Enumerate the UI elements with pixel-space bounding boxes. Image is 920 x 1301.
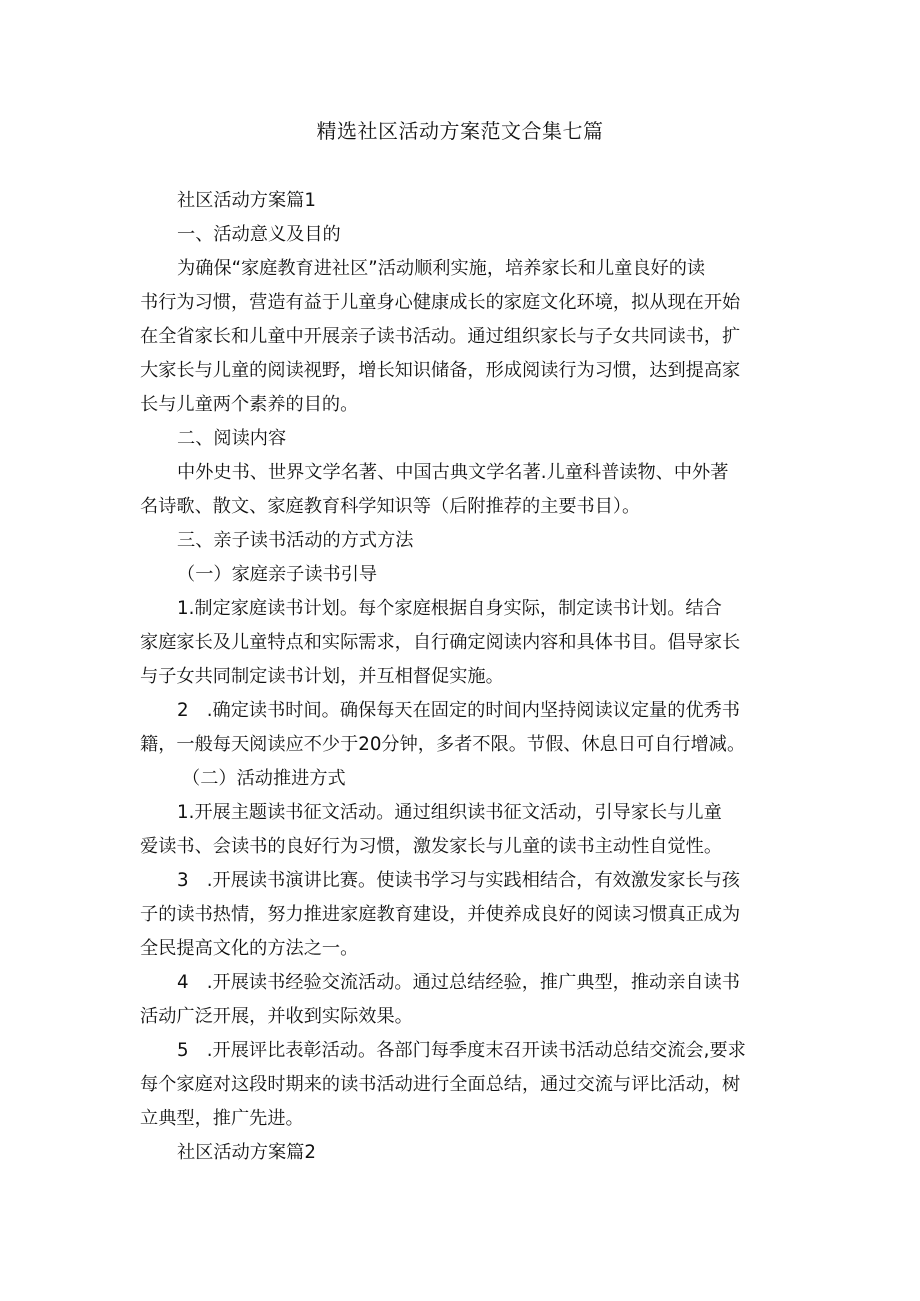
paragraph-line: 5 .开展评比表彰活动。各部门每季度末召开读书活动总结交流会,要求	[177, 1040, 746, 1061]
subsection-heading: 三、亲子读书活动的方式方法	[177, 530, 414, 551]
paragraph-line: 籍，一般每天阅读应不少于20分钟，多者不限。节假、休息日可自行增减。	[140, 734, 746, 755]
document-body	[140, 184, 800, 1170]
subsection-heading: （二）活动推进方式	[182, 768, 346, 789]
paragraph-line: 1.制定家庭读书计划。每个家庭根据自身实际，制定读书计划。结合	[177, 598, 722, 619]
paragraph-line: 名诗歌、散文、家庭教育科学知识等（后附推荐的主要书目）。	[140, 496, 641, 517]
paragraph-line: 3 .开展读书演讲比赛。使读书学习与实践相结合，有效激发家长与孩	[177, 870, 740, 891]
section-heading: 社区活动方案篇2	[177, 1142, 316, 1163]
paragraph-line: 为确保“家庭教育进社区”活动顺利实施，培养家长和儿童良好的读	[177, 258, 706, 279]
paragraph-line: 爱读书、会读书的良好行为习惯，激发家长与儿童的读书主动性自觉性。	[140, 836, 723, 857]
section-heading: 社区活动方案篇1	[177, 190, 316, 211]
paragraph-line: 长与儿童两个素养的目的。	[140, 394, 359, 415]
paragraph-line: 家庭家长及儿童特点和实际需求，自行确定阅读内容和具体书目。倡导家长	[140, 632, 741, 653]
paragraph-line: 2 .确定读书时间。确保每天在固定的时间内坚持阅读议定量的优秀书	[177, 700, 740, 721]
paragraph-line: 全民提高文化的方法之一。	[140, 938, 359, 959]
paragraph-line: 在全省家长和儿童中开展亲子读书活动。通过组织家长与子女共同读书，扩	[140, 326, 741, 347]
subsection-heading: 一、活动意义及目的	[177, 224, 341, 245]
paragraph-line: 4 .开展读书经验交流活动。通过总结经验，推广典型，推动亲自读书	[177, 972, 740, 993]
paragraph-line: 与子女共同制定读书计划，并互相督促实施。	[140, 666, 504, 687]
paragraph-line: 立典型，推广先进。	[140, 1108, 304, 1129]
paragraph-line: 书行为习惯，营造有益于儿童身心健康成长的家庭文化环境，拟从现在开始	[140, 292, 741, 313]
paragraph-line: 中外史书、世界文学名著、中国古典文学名著.儿童科普读物、中外著	[177, 462, 729, 483]
paragraph-line: 活动广泛开展，并收到实际效果。	[140, 1006, 413, 1027]
paragraph-line: 1.开展主题读书征文活动。通过组织读书征文活动，引导家长与儿童	[177, 802, 722, 823]
subsection-heading: （一）家庭亲子读书引导	[177, 564, 378, 585]
paragraph-line: 每个家庭对这段时期来的读书活动进行全面总结，通过交流与评比活动，树	[140, 1074, 741, 1095]
document-title: 精选社区活动方案范文合集七篇	[316, 119, 604, 143]
subsection-heading: 二、阅读内容	[177, 428, 287, 449]
paragraph-line: 大家长与儿童的阅读视野，增长知识储备，形成阅读行为习惯，达到提高家	[140, 360, 741, 381]
paragraph-line: 子的读书热情，努力推进家庭教育建设，并使养成良好的阅读习惯真正成为	[140, 904, 741, 925]
